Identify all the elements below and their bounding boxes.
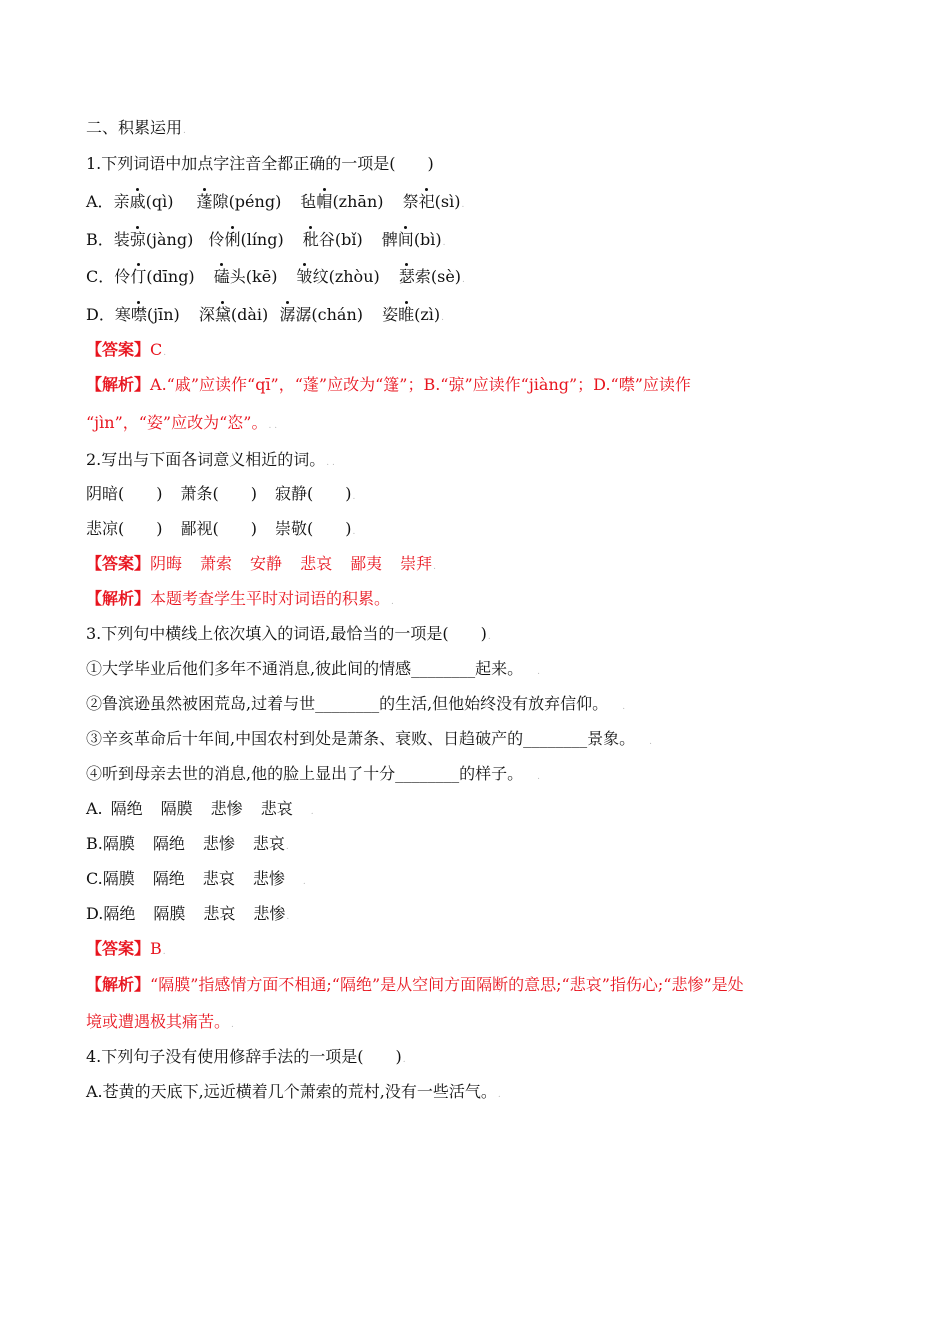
q1-option-a: A．亲戚(qì) 蓬隙(péng) 毡帽(zhān) 祭祀(sì). bbox=[86, 192, 465, 211]
q4-option-a: A.苍黄的天底下,远近横着几个萧索的荒村,没有一些活气。. bbox=[86, 1082, 501, 1101]
q3-sentence-2: ②鲁滨逊虽然被困荒岛,过着与世________的生活,但他始终没有放弃信仰。 . bbox=[86, 694, 626, 713]
q2-row-2: 悲凉( ) 鄙视( ) 崇敬( ). bbox=[86, 519, 356, 538]
q2-analysis: 【解析】本题考查学生平时对词语的积累。. bbox=[86, 589, 394, 608]
q3-sentence-1: ①大学毕业后他们多年不通消息,彼此间的情感________起来。 . bbox=[86, 659, 540, 678]
q3-sentence-4: ④听到母亲去世的消息,他的脸上显出了十分________的样子。 . bbox=[86, 764, 540, 783]
q1-analysis-cont: “jìn”，“姿”应改为“恣”。. . bbox=[86, 413, 278, 432]
q3-option-b: B.隔膜 隔绝 悲惨 悲哀. bbox=[86, 834, 289, 853]
q1-option-b: B．装弶(jàng) 伶俐(líng) 秕谷(bǐ) 髀间(bì). bbox=[86, 230, 446, 249]
q1-analysis: 【解析】A.“戚”应读作“qī”，“蓬”应改为“篷”；B.“弶”应读作“jiàng”；D.“噤”应读作 bbox=[86, 375, 691, 394]
q2-stem: 2.写出与下面各词意义相近的词。. . bbox=[86, 450, 335, 469]
q2-answer: 【答案】阴晦 萧索 安静 悲哀 鄙夷 崇拜. bbox=[86, 554, 436, 573]
q3-option-a: A. 隔绝 隔膜 悲惨 悲哀 . bbox=[86, 799, 314, 818]
q4-stem: 4.下列句子没有使用修辞手法的一项是( ). bbox=[86, 1047, 406, 1066]
q3-option-d: D.隔绝 隔膜 悲哀 悲惨. bbox=[86, 904, 290, 923]
q3-option-c: C.隔膜 隔绝 悲哀 悲惨 . bbox=[86, 869, 306, 888]
q1-answer: 【答案】C. bbox=[86, 340, 167, 359]
q3-sentence-3: ③辛亥革命后十年间,中国农村到处是萧条、衰败、日趋破产的________景象。 . bbox=[86, 729, 652, 748]
q3-answer: 【答案】B. bbox=[86, 939, 166, 958]
q1-stem: 1.下列词语中加点字注音全都正确的一项是( ) bbox=[86, 154, 434, 173]
q3-analysis-cont: 境或遭遇极其痛苦。. bbox=[86, 1012, 234, 1031]
q1-option-c: C．伶仃(dīng) 磕头(kē) 皱纹(zhòu) 瑟索(sè). bbox=[86, 267, 465, 286]
q1-option-d: D．寒噤(jīn) 深黛(dài) 潺潺(chán) 姿睢(zì). bbox=[86, 305, 445, 324]
q2-row-1: 阴暗( ) 萧条( ) 寂静( ). bbox=[86, 484, 356, 503]
q3-analysis: 【解析】“隔膜”指感情方面不相通;“隔绝”是从空间方面隔断的意思;“悲哀”指伤心;“悲惨”是处 bbox=[86, 975, 744, 994]
section-title: 二、积累运用. bbox=[86, 118, 186, 137]
q3-stem: 3.下列句中横线上依次填入的词语,最恰当的一项是( ). bbox=[86, 624, 491, 643]
